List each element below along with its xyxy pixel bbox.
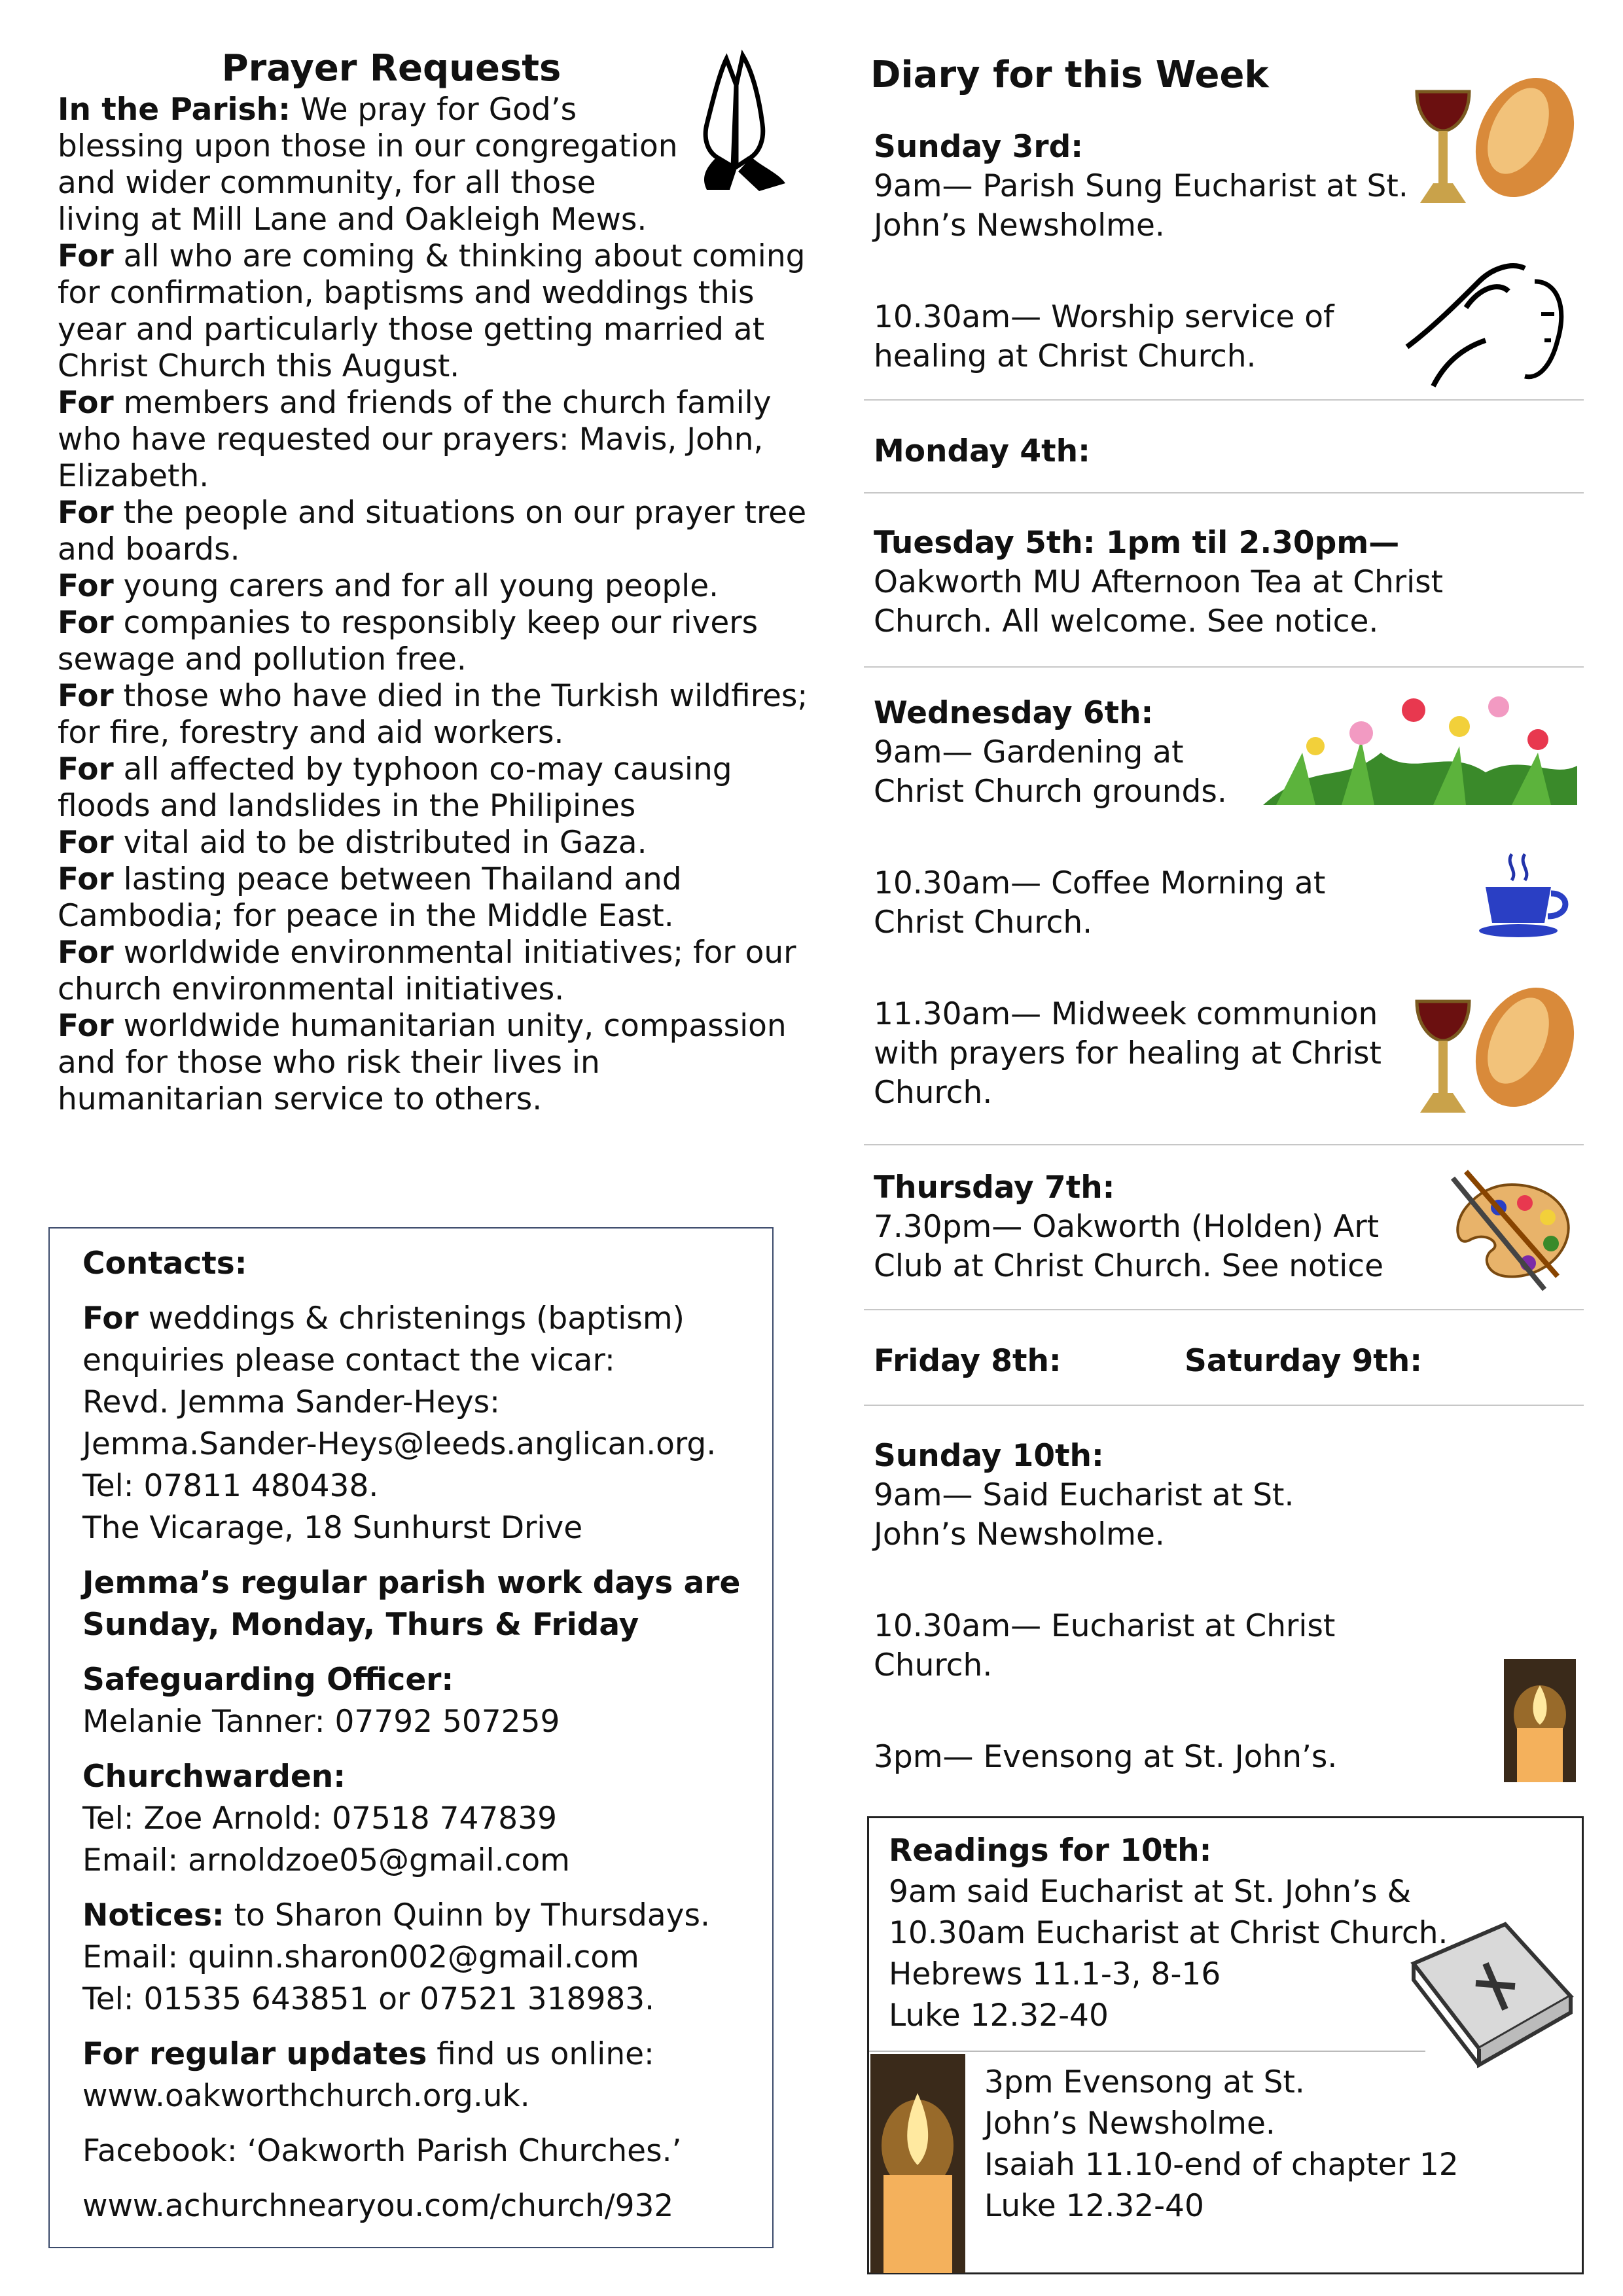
diary-day-heading: Saturday 9th: [1185, 1343, 1423, 1379]
bible-icon [1407, 1918, 1577, 2068]
contacts-vicar-email: Jemma.Sander-Heys@leeds.anglican.org. [82, 1426, 717, 1462]
churchwarden-tel: Tel: Zoe Arnold: 07518 747839 [82, 1801, 558, 1837]
notices-tel: Tel: 01535 643851 or 07521 318983. [82, 1981, 655, 2017]
updates-line: For regular updates find us online: [82, 2036, 654, 2072]
diary-day-heading: Sunday 3rd: [874, 129, 1084, 165]
chalice-bread-icon [1407, 72, 1577, 223]
divider [864, 399, 1584, 401]
divider [869, 2051, 1425, 2052]
prayer-item: For companies to responsibly keep our rivers sewage and pollution free. [58, 605, 758, 677]
prayer-item: For all affected by typhoon co-may causing floods and landslides in the Philipines [58, 751, 732, 824]
prayer-item: For those who have died in the Turkish wildfires; for fire, forestry and aid workers. [58, 678, 808, 751]
contacts-vicar-tel: Tel: 07811 480438. [82, 1468, 379, 1504]
readings-line: 9am said Eucharist at St. John’s & [889, 1874, 1412, 1910]
contacts-vicarage: The Vicarage, 18 Sunhurst Drive [82, 1510, 583, 1546]
diary-monday-4 [874, 432, 1090, 471]
diary-sunday-10 [874, 1437, 1436, 1777]
readings-line: Isaiah 11.10-end of chapter 12 [984, 2147, 1459, 2183]
diary-day-heading: Thursday 7th: [874, 1170, 1115, 1206]
website-link[interactable]: www.oakworthchurch.org.uk. [82, 2078, 530, 2114]
prayer-requests-title: Prayer Requests [221, 47, 562, 90]
achurch-link[interactable]: www.achurchnearyou.com/church/932 [82, 2188, 674, 2224]
diary-thursday-7 [874, 1168, 1463, 1286]
candle-icon [870, 2054, 965, 2273]
readings-evensong [984, 2062, 1459, 2227]
flowers-icon [1263, 681, 1577, 805]
diary-tuesday-5 [874, 524, 1567, 641]
diary-saturday-9 [1185, 1342, 1422, 1381]
paint-palette-icon [1446, 1165, 1577, 1296]
diary-friday-8 [874, 1342, 1061, 1381]
prayer-item: For lasting peace between Thailand and Cambodia; for peace in the Middle East. [58, 861, 682, 934]
contacts-heading: Contacts: [82, 1246, 247, 1282]
notices-email: Email: quinn.sharon002@gmail.com [82, 1939, 639, 1975]
prayer-item: For members and friends of the church family who have requested our prayers: Mavis, John, Elizabeth. [58, 385, 772, 494]
diary-entry: 7.30pm— Oakworth (Holden) Art Club at Christ Church. See notice [874, 1209, 1384, 1284]
divider [864, 1405, 1584, 1406]
contacts-weddings: For weddings & christenings (baptism) enquiries please contact the vicar: [82, 1300, 685, 1378]
readings-line: Luke 12.32-40 [889, 1998, 1109, 2034]
diary-day-heading: Tuesday 5th: 1pm til 2.30pm— [874, 525, 1400, 561]
readings-line: Luke 12.32-40 [984, 2188, 1204, 2224]
divider [864, 492, 1584, 493]
readings-line: 3pm Evensong at St. [984, 2064, 1305, 2100]
safeguarding-contact: Melanie Tanner: 07792 507259 [82, 1704, 560, 1740]
diary-day-heading: Wednesday 6th: [874, 695, 1154, 731]
diary-entry: 3pm— Evensong at St. John’s. [874, 1739, 1338, 1775]
prayer-item: For young carers and for all young people. [58, 568, 719, 604]
prayer-item: For all who are coming & thinking about coming for confirmation, baptisms and weddings this year and particularly those getting married at Christ Church this August. [58, 238, 806, 384]
readings-top [889, 1830, 1448, 2036]
contacts-vicar: Revd. Jemma Sander-Heys: [82, 1384, 500, 1420]
notices-line: Notices: to Sharon Quinn by Thursdays. [82, 1897, 710, 1933]
divider [864, 1144, 1584, 1145]
coffee-cup-icon [1476, 851, 1574, 942]
divider [864, 666, 1584, 668]
diary-day-heading: Sunday 10th: [874, 1438, 1104, 1474]
diary-sunday-3 [874, 128, 1436, 376]
diary-entry: 10.30am— Eucharist at Christ Church. [874, 1608, 1336, 1683]
churchwarden-heading: Churchwarden: [82, 1759, 346, 1795]
contacts-workdays: Jemma’s regular parish work days are Sunday, Monday, Thurs & Friday [82, 1565, 741, 1643]
facebook-line: Facebook: ‘Oakworth Parish Churches.’ [82, 2133, 682, 2169]
diary-entry: 10.30am— Worship service of healing at Christ Church. [874, 299, 1334, 374]
readings-line: Hebrews 11.1-3, 8-16 [889, 1956, 1221, 1992]
diary-entry: Oakworth MU Afternoon Tea at Christ Church. All welcome. See notice. [874, 564, 1444, 639]
diary-entry: 11.30am— Midweek communion with prayers for healing at Christ Church. [874, 996, 1382, 1111]
chalice-bread-icon [1407, 982, 1577, 1132]
diary-day-heading: Friday 8th: [874, 1343, 1061, 1379]
prayer-intro: In the Parish: We pray for God’s blessing upon those in our congregation and wider community, for all those living at Mill Lane and Oakleigh Mews. [58, 92, 678, 238]
prayer-item: For worldwide humanitarian unity, compassion and for those who risk their lives in humanitarian service to others. [58, 1008, 787, 1117]
prayer-item: For vital aid to be distributed in Gaza. [58, 825, 647, 861]
candle-icon [1504, 1659, 1576, 1782]
diary-entry: 9am— Said Eucharist at St. John’s Newsholme. [874, 1477, 1294, 1552]
diary-day-heading: Monday 4th: [874, 433, 1090, 469]
prayer-item: For the people and situations on our prayer tree and boards. [58, 495, 807, 567]
contacts-box [48, 1227, 774, 2248]
healing-hand-icon [1394, 242, 1577, 393]
divider [864, 1309, 1584, 1310]
diary-title: Diary for this Week [870, 54, 1269, 96]
diary-entry: 9am— Parish Sung Eucharist at St. John’s Newsholme. [874, 168, 1408, 243]
safeguarding-heading: Safeguarding Officer: [82, 1662, 454, 1698]
diary-entry: 9am— Gardening at Christ Church grounds. [874, 734, 1227, 810]
churchwarden-email: Email: arnoldzoe05@gmail.com [82, 1842, 570, 1878]
readings-heading: Readings for 10th: [889, 1833, 1212, 1869]
readings-line: 10.30am Eucharist at Christ Church. [889, 1915, 1448, 1951]
praying-hands-icon [681, 46, 792, 196]
prayer-item: For worldwide environmental initiatives; for our church environmental initiatives. [58, 935, 796, 1007]
prayer-requests-section [58, 46, 810, 1118]
diary-entry: 10.30am— Coffee Morning at Christ Church. [874, 865, 1326, 941]
readings-line: John’s Newsholme. [984, 2106, 1275, 2142]
